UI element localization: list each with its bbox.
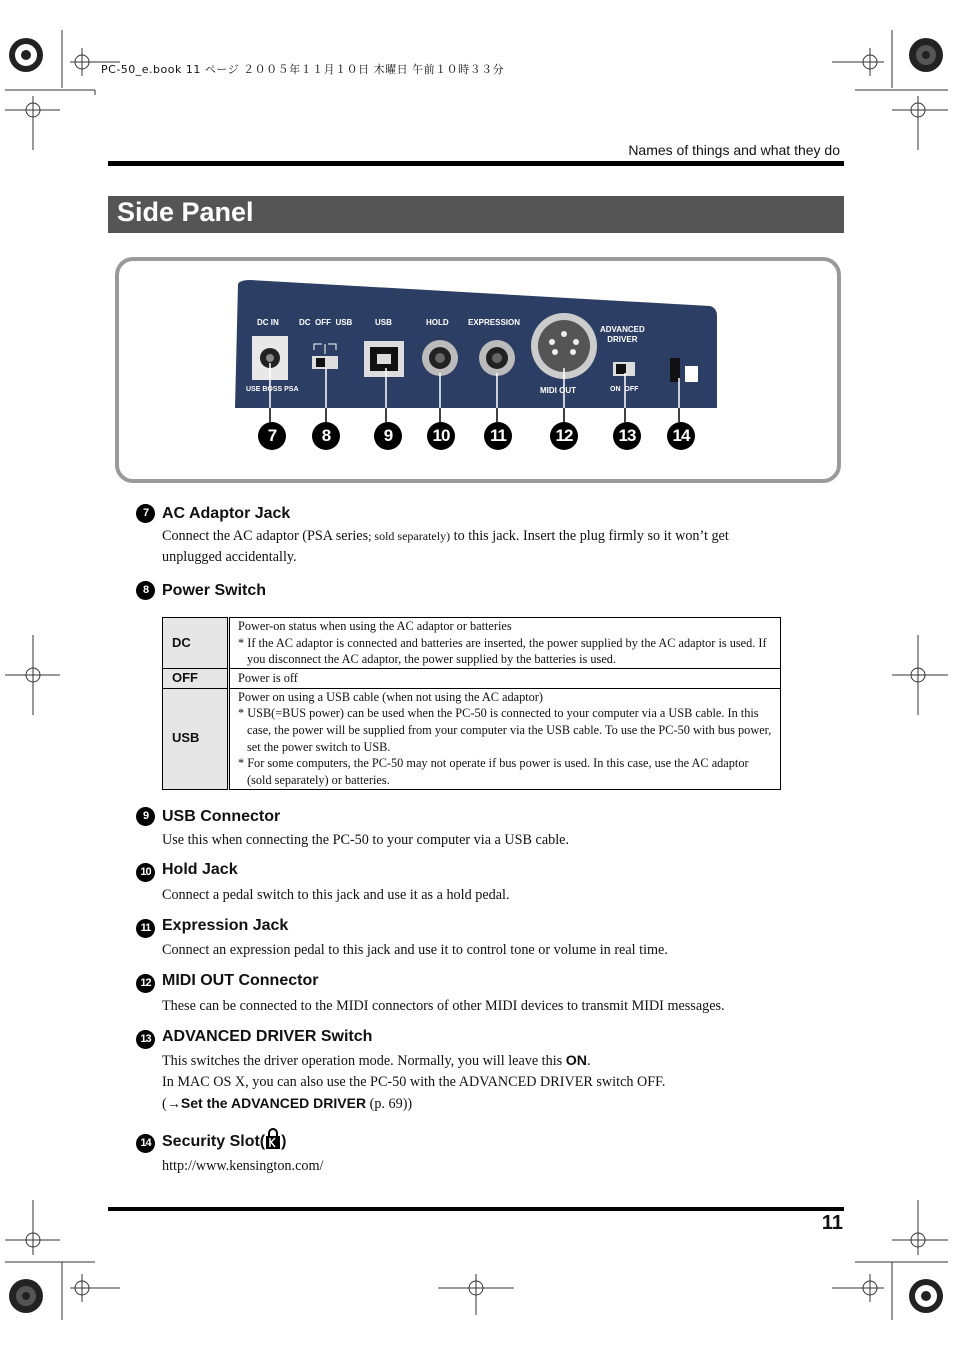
hold-jack-title: Hold Jack [162,861,238,878]
expression-jack-title: Expression Jack [162,917,289,934]
label-dc-in: DC IN [257,318,279,327]
row-desc-usb [229,688,781,789]
adv-body-on: ON [565,1053,588,1069]
side-panel-illustration [230,278,725,458]
row-label-usb: USB [163,688,229,789]
callout-13: 13 [613,422,641,450]
table-row-usb [163,688,781,789]
callout-9: 9 [374,422,402,450]
ac-body-small: ; sold separately) [368,529,451,543]
row-label-dc: DC [163,618,229,669]
label-usb: USB [375,318,392,327]
adv-ref-open: (→ [162,1096,181,1112]
callout-10: 10 [427,422,455,450]
power-switch-title: Power Switch [162,582,267,599]
adv-ref-tail: (p. 69)) [366,1096,413,1112]
usb-line: Power on using a USB cable (when not using the AC adaptor) [238,689,543,704]
item-number-10: 10 [136,863,155,882]
running-header: Names of things and what they do [628,142,840,158]
kensington-url[interactable]: http://www.kensington.com/ [162,1158,324,1174]
ac-body-part-c: unplugged accidentally. [162,549,297,565]
midi-out-body: These can be connected to the MIDI connectors of other MIDI devices to transmit MIDI messages. [162,998,725,1014]
callout-14: 14 [667,422,695,450]
section-title: Side Panel [117,197,254,227]
adv-ref-link[interactable]: Set the ADVANCED DRIVER [180,1095,367,1111]
table-row-dc [163,618,781,669]
power-switch-table [162,617,781,790]
label-expression: EXPRESSION [468,318,521,327]
label-dc-off-usb: DC OFF USB [299,318,353,327]
callout-11: 11 [484,422,512,450]
label-hold: HOLD [426,318,449,327]
expression-jack-body: Connect an expression pedal to this jack and use it to control tone or volume in real time. [162,942,668,958]
ac-body-part-a: Connect the AC adaptor (PSA series [162,528,369,544]
item-number-9: 9 [136,807,155,826]
row-label-off: OFF [163,669,229,689]
ac-adaptor-title: AC Adaptor Jack [162,505,291,522]
off-line: Power is off [238,671,298,685]
row-desc-dc [229,618,781,669]
callout-8: 8 [312,422,340,450]
book-stamp: PC-50_e.book 11 ページ ２００５年１１月１０日 木曜日 午前１０時３３分 [101,63,505,76]
usb-note-2: * For some computers, the PC-50 may not operate if bus power is used. In this case, use the AC adaptor (sold separately) or batteries. [238,756,749,787]
advanced-driver-body [162,1051,822,1115]
label-midi-out: MIDI OUT [540,386,576,395]
table-row-off [163,669,781,689]
dc-line: Power-on status when using the AC adaptor or batteries [238,619,512,634]
advanced-driver-title: ADVANCED DRIVER Switch [162,1028,373,1045]
adv-body-end: . [587,1053,591,1069]
kensington-lock-icon [685,366,698,382]
usb-connector-title: USB Connector [162,808,281,825]
bottom-rule [108,1207,844,1211]
item-number-11: 11 [136,919,155,938]
kensington-icon [265,1132,281,1152]
dc-note: * If the AC adaptor is connected and batteries are inserted, the power supplied by the AC adaptor is used. If you disconnect the AC adaptor, the power supplied by the batteries is used. [238,635,767,667]
midi-out-title: MIDI OUT Connector [162,972,319,989]
item-number-13: 13 [136,1030,155,1049]
hold-jack-body: Connect a pedal switch to this jack and use it as a hold pedal. [162,887,510,903]
label-advanced-driver: ADVANCED DRIVER [600,325,645,344]
item-number-7: 7 [136,504,155,523]
security-slot-title [162,1132,286,1152]
item-number-8: 8 [136,581,155,600]
usb-connector-body: Use this when connecting the PC-50 to your computer via a USB cable. [162,832,570,848]
ac-body-part-b: to this jack. Insert the plug firmly so it won’t get [450,528,729,544]
ac-adaptor-body [162,526,822,568]
label-on-off: ON OFF [610,386,639,393]
usb-note-1: * USB(=BUS power) can be used when the PC-50 is connected to your computer via a USB cable. In this case, the power will be supplied from your computer via the USB cable. To use the PC-50 with bus power, set the power switch to USB. [238,706,772,754]
label-use-boss-psa: USE BOSS PSA [246,386,299,393]
adv-body-b: In MAC OS X, you can also use the PC-50 with the ADVANCED DRIVER switch OFF. [162,1074,666,1090]
callout-12: 12 [550,422,578,450]
callout-7: 7 [258,422,286,450]
item-number-12: 12 [136,974,155,993]
security-title-b: ) [281,1133,287,1150]
adv-body-a: This switches the driver operation mode. Normally, you will leave this [162,1053,566,1069]
top-rule [108,161,844,166]
page-number: 11 [821,1212,843,1234]
row-desc-off [229,669,781,689]
section-header [108,196,844,233]
security-title-a: Security Slot( [162,1133,266,1150]
item-number-14: 14 [136,1134,155,1153]
